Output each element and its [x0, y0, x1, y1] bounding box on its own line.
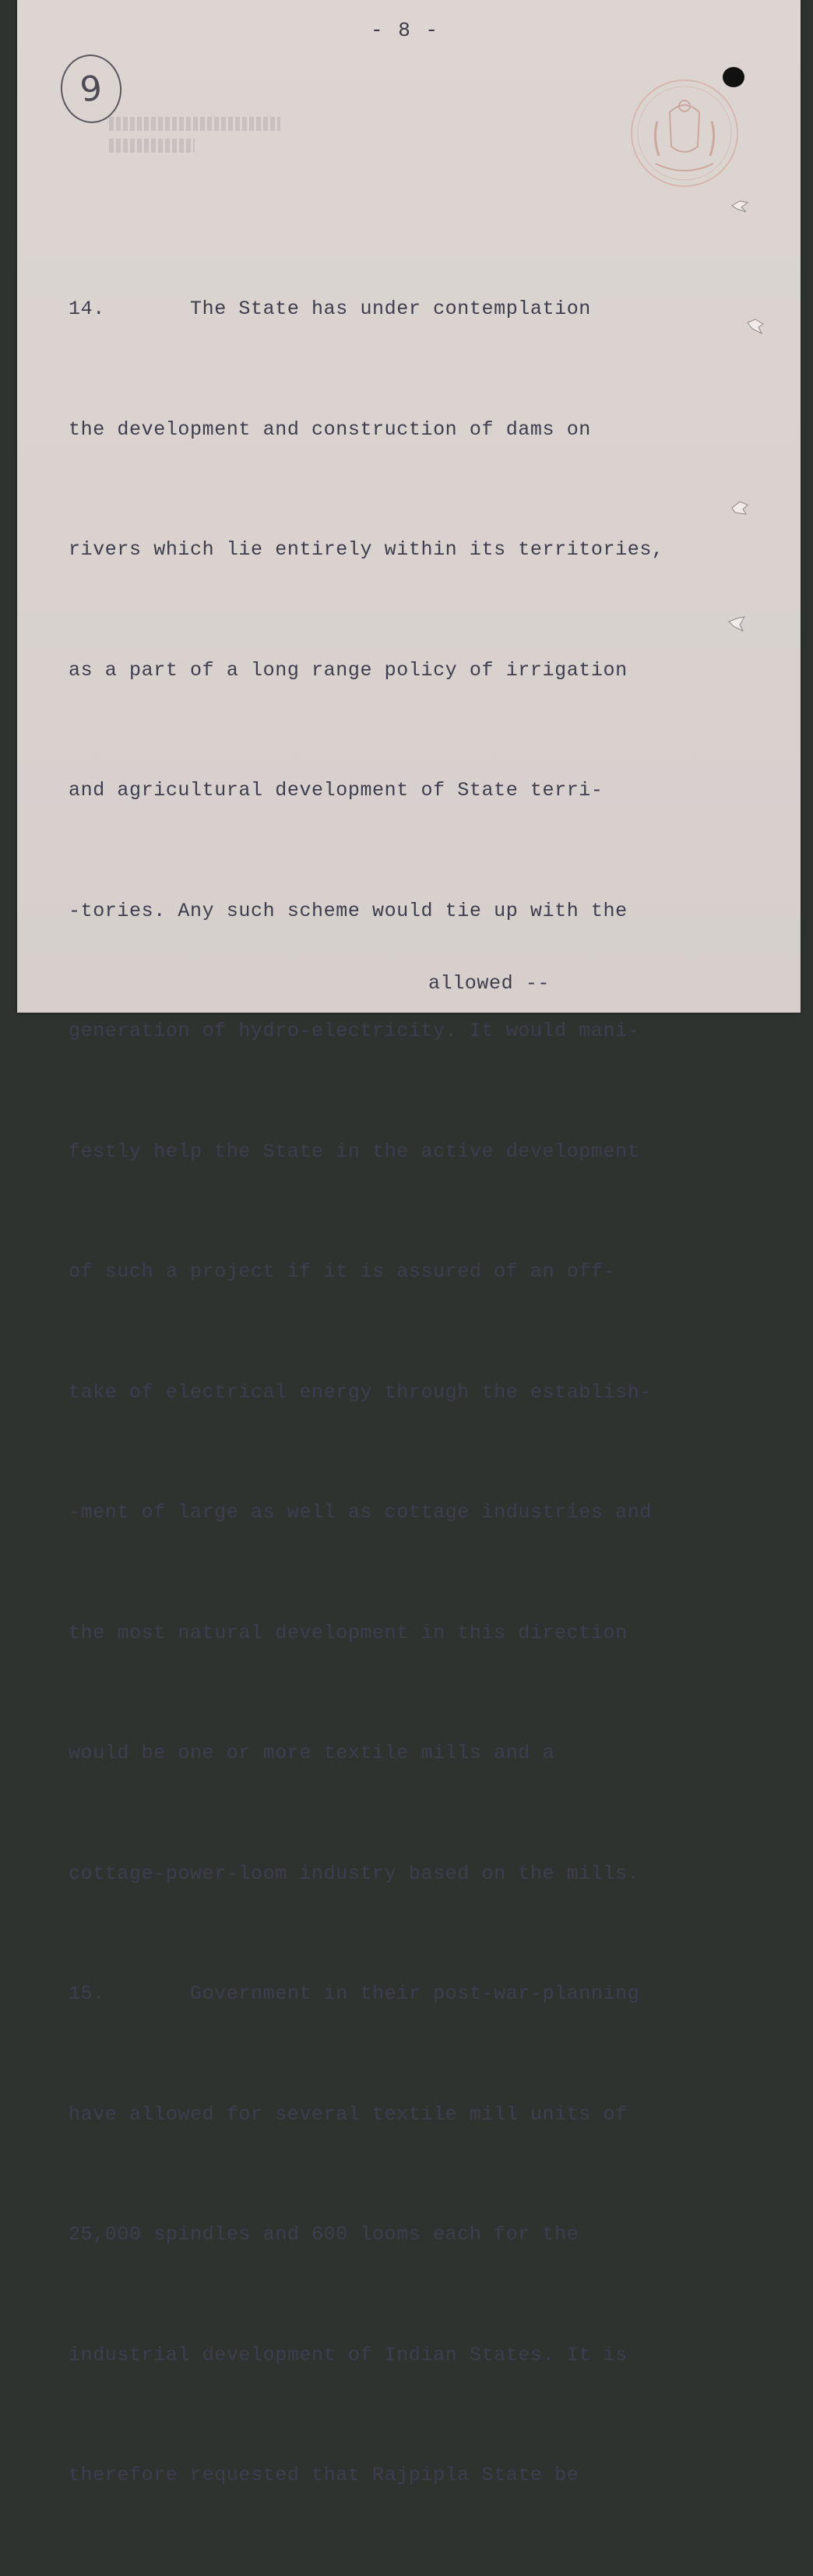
pin-hole-icon	[744, 313, 768, 337]
text-line: the development and construction of dams on	[69, 418, 591, 441]
handwritten-circled-number: 9	[58, 51, 125, 126]
text-line: therefore requested that Rajpipla State be	[69, 2464, 579, 2486]
pin-hole-icon	[729, 495, 752, 519]
text-line: 15. Government in their post-war-planning	[69, 1982, 640, 2005]
text-line: rivers which lie entirely within its territories,	[69, 538, 664, 561]
faint-stamp-impression	[109, 117, 280, 150]
text-line: as a part of a long range policy of irrigation	[69, 658, 628, 682]
punch-hole	[723, 67, 744, 87]
text-line: the most natural development in this direction	[69, 1621, 628, 1644]
text-line: take of electrical energy through the establish-	[69, 1380, 652, 1404]
pin-hole-icon	[729, 193, 752, 217]
text-line: -tories. Any such scheme would tie up with the	[69, 899, 628, 922]
text-line: industrial development of Indian States. It is	[69, 2343, 628, 2366]
document-page	[17, 0, 801, 2486]
text-line: and agricultural development of State terri-	[69, 779, 604, 802]
text-line: 25,000 spindles and 600 looms each for the	[69, 2223, 579, 2246]
text-line: -ment of large as well as cottage industries and	[69, 1501, 652, 1524]
continuation-catchword: allowed --	[428, 972, 551, 995]
text-line: generation of hydro-electricity. It would mani-	[69, 1020, 640, 1042]
typed-paragraphs	[69, 209, 692, 2576]
embossed-seal-icon	[629, 76, 740, 190]
pin-hole-icon	[726, 611, 749, 634]
page-number: - 8 -	[371, 19, 440, 42]
text-line: have allowed for several textile mill units of	[69, 2102, 628, 2126]
text-line: would be one or more textile mills and a	[69, 1742, 555, 1764]
text-line: of such a project if it is assured of an off-	[69, 1260, 616, 1283]
text-line: cottage-power-loom industry based on the mills.	[69, 1862, 640, 1885]
text-line: 14. The State has under contemplation	[69, 298, 591, 320]
text-line: festly help the State in the active development	[69, 1140, 640, 1163]
